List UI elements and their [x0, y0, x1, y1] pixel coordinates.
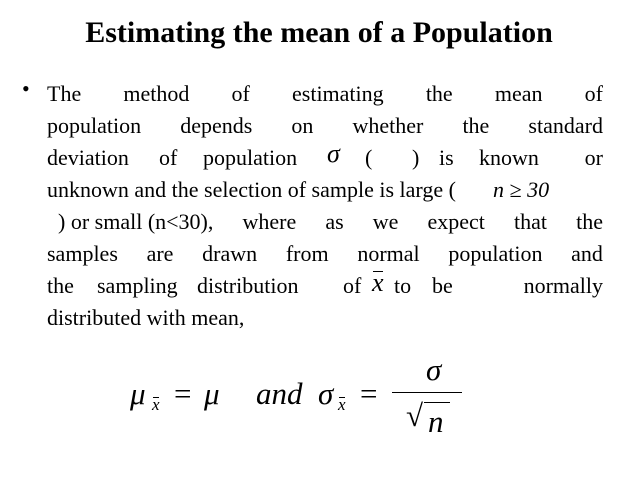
word: of — [584, 81, 603, 106]
slide-title: Estimating the mean of a Population — [85, 16, 553, 49]
word: depends — [180, 113, 253, 138]
word: normally — [523, 273, 603, 298]
word: whether — [352, 113, 424, 138]
word: distribution — [197, 273, 299, 298]
paragraph-line-4 — [47, 174, 603, 206]
word: are — [146, 241, 174, 266]
word: where — [242, 209, 297, 234]
word: estimating — [292, 81, 384, 106]
paragraph-line-8 — [47, 302, 603, 334]
and-word: and — [256, 376, 303, 411]
word: expect — [427, 209, 485, 234]
paragraph-line-6 — [47, 238, 603, 270]
word: of — [231, 81, 250, 106]
word: as — [325, 209, 344, 234]
mu-symbol: μ — [130, 376, 146, 411]
word: population — [203, 145, 298, 170]
equals-sign: = — [360, 376, 378, 411]
bullet-paragraph — [47, 78, 603, 334]
x-bar-subscript: x — [152, 395, 160, 414]
equals-sign: = — [174, 376, 192, 411]
sigma-symbol: σ — [327, 139, 340, 168]
fraction-bar — [392, 392, 462, 393]
open-paren: ( — [365, 145, 373, 170]
sqrt-sign: √ — [406, 398, 424, 433]
mu-symbol-rhs: μ — [204, 376, 220, 411]
word: The — [47, 81, 82, 106]
word: the — [462, 113, 490, 138]
word: the — [576, 209, 603, 234]
word: known — [479, 145, 539, 170]
sampling-mean-formula — [130, 352, 490, 442]
word: and — [571, 241, 603, 266]
word: deviation — [47, 145, 129, 170]
word: population — [47, 113, 142, 138]
paragraph-line-2 — [47, 110, 603, 142]
word: of — [159, 145, 178, 170]
paragraph-line-1 — [47, 78, 603, 110]
word: from — [285, 241, 329, 266]
word: the — [47, 273, 74, 298]
paragraph-line-5 — [47, 206, 603, 238]
word: of — [343, 273, 362, 298]
word: to — [394, 273, 412, 298]
word: on — [291, 113, 314, 138]
close-paren: ) — [412, 145, 420, 170]
word: normal — [357, 241, 420, 266]
x-bar-subscript: x — [338, 395, 346, 414]
word: is — [439, 145, 454, 170]
line-text: unknown and the selection of sample is large ( — [47, 177, 456, 202]
word: sampling — [97, 273, 178, 298]
word: be — [432, 273, 453, 298]
word: standard — [528, 113, 603, 138]
radical-bar — [424, 402, 450, 403]
sigma-numerator: σ — [426, 352, 442, 387]
n-ge-30-symbol: n ≥ 30 — [493, 177, 550, 202]
word: or — [584, 145, 603, 170]
word: the — [425, 81, 453, 106]
word: samples — [47, 241, 118, 266]
line-text: distributed with mean, — [47, 305, 245, 330]
n-symbol: n — [428, 404, 444, 439]
word: that — [513, 209, 547, 234]
paragraph-line-3 — [47, 139, 603, 174]
word: we — [372, 209, 399, 234]
paragraph-line-7 — [47, 270, 603, 302]
bullet-marker: • — [22, 76, 30, 101]
x-bar-symbol: x — [372, 268, 384, 297]
sigma-symbol: σ — [318, 376, 334, 411]
word: mean — [494, 81, 543, 106]
line-fragment: ) or small (n<30), — [47, 209, 214, 234]
word: population — [448, 241, 543, 266]
word: method — [123, 81, 190, 106]
word: drawn — [202, 241, 258, 266]
